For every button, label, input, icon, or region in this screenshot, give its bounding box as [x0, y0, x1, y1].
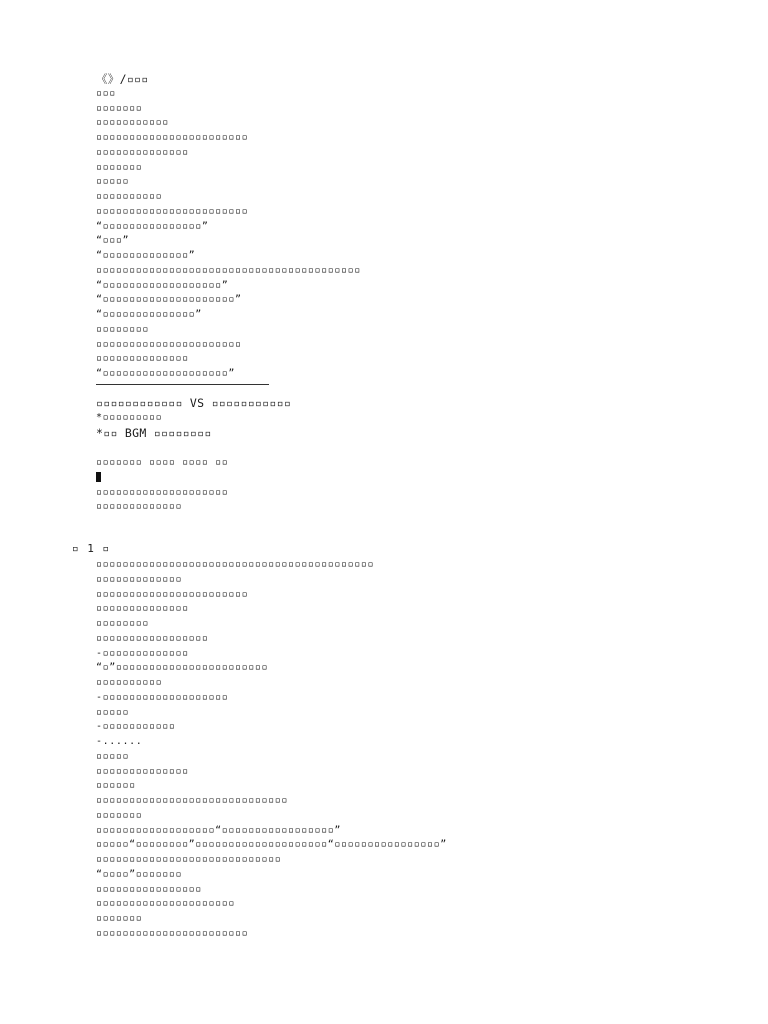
- quoted-line: “▫▫▫▫”▫▫▫▫▫▫▫: [96, 868, 183, 880]
- text-line: ▫▫▫▫▫▫▫▫▫▫▫▫▫▫▫▫▫▫▫▫▫: [96, 898, 236, 910]
- text-line: ▫▫▫▫▫▫▫▫▫▫▫▫▫▫▫▫▫▫▫▫▫▫▫: [96, 205, 249, 217]
- section-divider: [96, 384, 269, 385]
- text-line: ▫▫▫▫▫: [96, 176, 130, 188]
- text-line: ▫▫▫▫▫▫▫▫▫▫▫▫▫▫▫▫▫▫▫▫▫▫▫▫▫▫▫▫: [96, 854, 282, 865]
- text-line: ▫▫▫▫▫▫▫▫: [96, 323, 149, 335]
- dialogue-line: -▫▫▫▫▫▫▫▫▫▫▫▫▫: [96, 647, 189, 659]
- meta-block: [96, 456, 746, 515]
- text-line: ▫▫▫▫▫▫▫▫▫▫▫▫▫▫▫▫▫▫▫▫: [96, 486, 229, 498]
- text-line: ▫▫▫▫▫▫▫▫▫▫▫▫▫: [96, 573, 183, 585]
- text-line: ▫▫▫▫▫: [96, 706, 130, 718]
- text-line: ▫▫▫▫▫▫▫▫▫▫▫▫▫: [96, 501, 183, 513]
- quoted-line: “▫▫▫▫▫▫▫▫▫▫▫▫▫▫”: [96, 309, 202, 320]
- chapter-body: [96, 558, 746, 942]
- text-line: ▫▫▫▫▫▫▫▫▫▫▫▫▫▫▫▫▫▫▫▫▫▫▫▫▫▫▫▫▫▫▫▫▫▫▫▫▫▫▫▫: [96, 264, 361, 276]
- cursor-line: [96, 471, 746, 486]
- text-cursor-icon: [96, 472, 101, 482]
- text-line: ▫▫▫▫▫▫▫▫▫▫▫▫▫▫: [96, 603, 189, 615]
- quoted-line: “▫”▫▫▫▫▫▫▫▫▫▫▫▫▫▫▫▫▫▫▫▫▫▫▫: [96, 662, 269, 674]
- text-line: ▫▫▫▫▫▫▫▫▫▫: [96, 191, 163, 202]
- chapter-heading: ▫ 1 ▫: [72, 542, 111, 555]
- text-line: ▫▫▫▫▫▫▫▫▫▫▫▫▫▫▫▫▫: [96, 632, 209, 644]
- text-line: ▫▫▫: [96, 87, 116, 99]
- text-line: ▫▫▫▫▫▫▫: [96, 913, 143, 924]
- quoted-line: “▫▫▫”: [96, 235, 130, 247]
- notes-block: [96, 396, 746, 440]
- text-line: ▫▫▫▫▫▫▫▫▫▫▫▫▫▫▫▫▫▫▫▫▫▫▫: [96, 132, 249, 143]
- text-line: ▫▫▫▫▫▫▫▫▫▫▫▫▫▫▫▫▫▫▫▫▫▫▫: [96, 588, 249, 600]
- quoted-line: “▫▫▫▫▫▫▫▫▫▫▫▫▫▫▫”: [96, 220, 209, 232]
- text-line: ▫▫▫▫▫▫▫▫▫▫▫▫▫▫: [96, 353, 189, 365]
- text-line: ▫▫▫▫▫▫▫▫▫▫▫▫▫▫: [96, 146, 189, 158]
- text-line: ▫▫▫▫▫▫▫: [96, 161, 143, 173]
- note-line: *▫▫▫▫▫▫▫▫▫: [96, 411, 163, 423]
- text-line: ▫▫▫▫▫▫▫▫▫▫▫▫▫▫: [96, 765, 189, 777]
- doc-title-line: 《》/▫▫▫: [96, 72, 149, 86]
- bgm-note-line: *▫▫ BGM ▫▫▫▫▫▫▫▫: [96, 425, 212, 440]
- dialogue-line: -▫▫▫▫▫▫▫▫▫▫▫: [96, 721, 176, 733]
- quoted-line: “▫▫▫▫▫▫▫▫▫▫▫▫▫▫▫▫▫▫”: [96, 279, 229, 291]
- text-line: ▫▫▫▫▫▫▫▫▫▫▫▫▫▫▫▫: [96, 883, 202, 895]
- versus-line: ▫▫▫▫▫▫▫▫▫▫▫▫ VS ▫▫▫▫▫▫▫▫▫▫▫: [96, 396, 292, 410]
- text-line: ▫▫▫▫▫▫: [96, 780, 136, 792]
- meta-line: ▫▫▫▫▫▫▫ ▫▫▫▫ ▫▫▫▫ ▫▫: [96, 457, 229, 468]
- text-line: ▫▫▫▫▫▫▫▫▫▫▫▫▫▫▫▫▫▫▫▫▫▫: [96, 338, 242, 350]
- quoted-line: ▫▫▫▫▫▫▫▫▫▫▫▫▫▫▫▫▫▫“▫▫▫▫▫▫▫▫▫▫▫▫▫▫▫▫▫”: [96, 824, 341, 836]
- dialogue-line: -......: [96, 736, 143, 747]
- quoted-line: “▫▫▫▫▫▫▫▫▫▫▫▫▫”: [96, 250, 196, 261]
- quoted-line: “▫▫▫▫▫▫▫▫▫▫▫▫▫▫▫▫▫▫▫”: [96, 368, 236, 379]
- quoted-line: “▫▫▫▫▫▫▫▫▫▫▫▫▫▫▫▫▫▫▫▫”: [96, 294, 242, 306]
- text-line: ▫▫▫▫▫: [96, 750, 130, 762]
- text-line: ▫▫▫▫▫▫▫▫▫▫▫▫▫▫▫▫▫▫▫▫▫▫▫▫▫▫▫▫▫: [96, 795, 288, 806]
- text-line: ▫▫▫▫▫▫▫: [96, 102, 143, 114]
- text-line: ▫▫▫▫▫▫▫▫▫▫: [96, 677, 163, 688]
- text-line: ▫▫▫▫▫▫▫▫▫▫▫: [96, 117, 169, 129]
- quoted-line: ▫▫▫▫▫“▫▫▫▫▫▫▫▫”▫▫▫▫▫▫▫▫▫▫▫▫▫▫▫▫▫▫▫▫“▫▫▫▫▫▫▫▫▫▫▫▫▫▫▫▫”: [96, 839, 447, 851]
- text-line: ▫▫▫▫▫▫▫▫▫▫▫▫▫▫▫▫▫▫▫▫▫▫▫▫▫▫▫▫▫▫▫▫▫▫▫▫▫▫▫▫▫▫: [96, 559, 375, 570]
- text-line: ▫▫▫▫▫▫▫▫▫▫▫▫▫▫▫▫▫▫▫▫▫▫▫: [96, 927, 249, 939]
- header-text-block: [96, 72, 746, 389]
- text-line: ▫▫▫▫▫▫▫▫: [96, 618, 149, 629]
- dialogue-line: -▫▫▫▫▫▫▫▫▫▫▫▫▫▫▫▫▫▫▫: [96, 691, 229, 703]
- text-line: ▫▫▫▫▫▫▫: [96, 809, 143, 821]
